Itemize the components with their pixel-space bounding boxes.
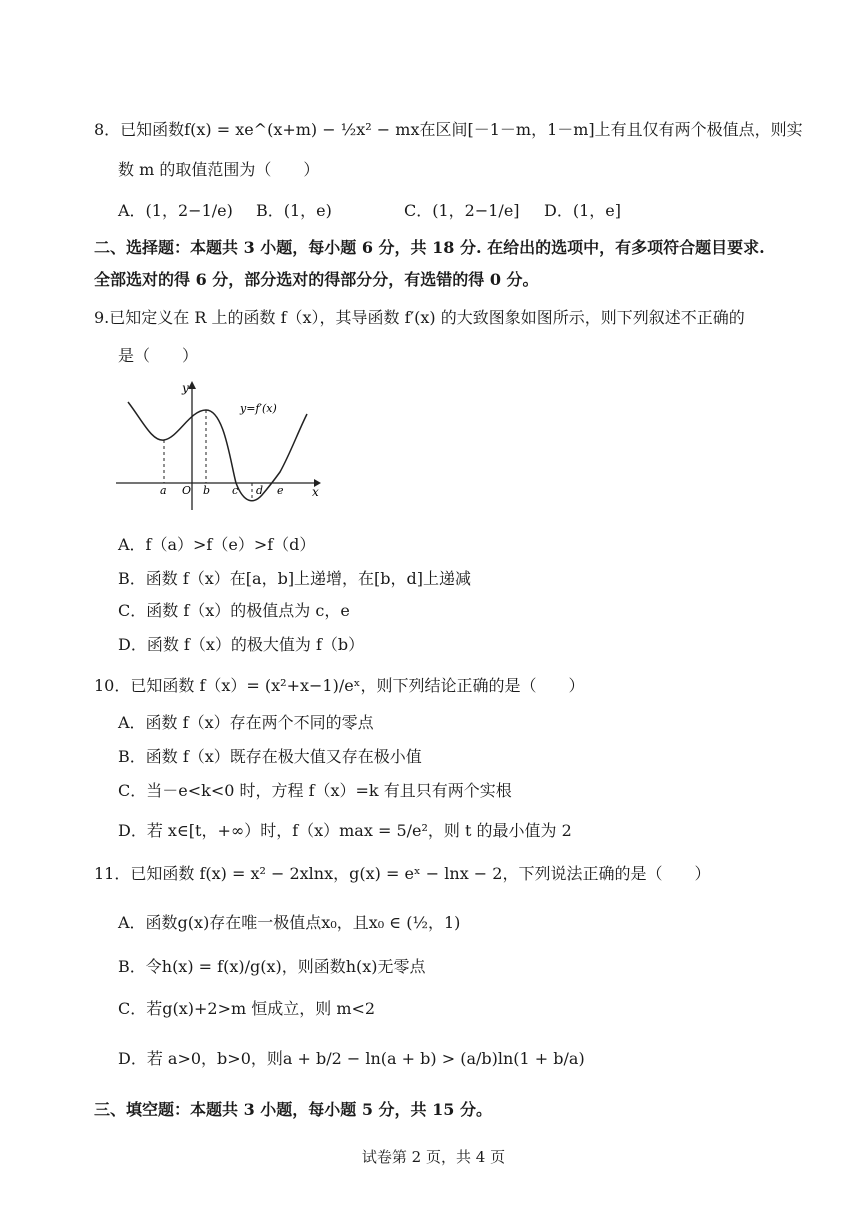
q8-option-c: C．(1，2−1/e] — [404, 201, 520, 220]
point-e-label: e — [277, 484, 284, 497]
q10-option-d: D．若 x∈[t，+∞）时，f（x）max = 5/e²，则 t 的最小值为 2 — [118, 821, 572, 840]
q11-option-d: D．若 a>0，b>0，则a + b/2 − ln(a + b) > (a/b)ln(1 + b/a) — [118, 1049, 585, 1068]
section2-heading: 二、选择题：本题共 3 小题，每小题 6 分，共 18 分. 在给出的选项中，有多项符合题目要求. — [94, 238, 765, 257]
q8-stem: 8．已知函数f(x) = xe^(x+m) − ½x² − mx在区间[－1－m，1－m]上有且仅有两个极值点，则实 — [94, 120, 803, 139]
q9-stem-cont: 是（ ） — [118, 346, 199, 365]
x-axis-label: x — [312, 485, 319, 499]
section2-heading-cont: 全部选对的得 6 分，部分选对的得部分分，有选错的得 0 分。 — [94, 270, 539, 289]
q8-option-b: B．(1，e) — [256, 201, 332, 220]
q10-stem: 10．已知函数 f（x）= (x²+x−1)/eˣ，则下列结论正确的是（ ） — [94, 676, 585, 695]
origin-label: O — [182, 484, 192, 497]
q8-stem-cont: 数 m 的取值范围为（ ） — [118, 160, 320, 179]
q8-option-a: A．(1，2−1/e) — [118, 201, 233, 220]
q10-option-c: C．当－e<k<0 时，方程 f（x）=k 有且只有两个实根 — [118, 781, 512, 800]
point-b-label: b — [203, 484, 211, 497]
q11-option-b: B．令h(x) = f(x)/g(x)，则函数h(x)无零点 — [118, 957, 426, 976]
q10-option-a: A．函数 f（x）存在两个不同的零点 — [118, 713, 374, 732]
q11-stem: 11．已知函数 f(x) = x² − 2xlnx，g(x) = eˣ − lnx − 2，下列说法正确的是（ ） — [94, 864, 711, 883]
point-a-label: a — [160, 484, 167, 497]
page-footer: 试卷第 2 页，共 4 页 — [361, 1148, 506, 1166]
q11-option-c: C．若g(x)+2>m 恒成立，则 m<2 — [118, 999, 376, 1018]
y-axis-label: y — [182, 381, 189, 395]
section3-heading: 三、填空题：本题共 3 小题，每小题 5 分，共 15 分。 — [94, 1100, 492, 1119]
point-c-label: c — [232, 484, 239, 497]
q8-option-d: D．(1，e] — [544, 201, 621, 220]
q9-option-a: A．f（a）>f（e）>f（d） — [118, 535, 316, 554]
graph-svg — [112, 380, 322, 515]
derivative-graph — [112, 380, 322, 515]
q9-option-c: C．函数 f（x）的极值点为 c，e — [118, 601, 350, 620]
y-axis-arrow — [188, 381, 196, 389]
q10-option-b: B．函数 f（x）既存在极大值又存在极小值 — [118, 747, 422, 766]
q11-option-a: A．函数g(x)存在唯一极值点x₀，且x₀ ∈ (½，1) — [118, 913, 461, 932]
q9-option-b: B．函数 f（x）在[a，b]上递增，在[b，d]上递减 — [118, 569, 472, 588]
curve-label: y=f′(x) — [240, 402, 277, 415]
q9-option-d: D．函数 f（x）的极大值为 f（b） — [118, 635, 365, 654]
point-d-label: d — [256, 484, 264, 497]
q9-stem: 9.已知定义在 R 上的函数 f（x），其导函数 f′(x) 的大致图象如图所示，则下列叙述不正确的 — [94, 308, 745, 327]
